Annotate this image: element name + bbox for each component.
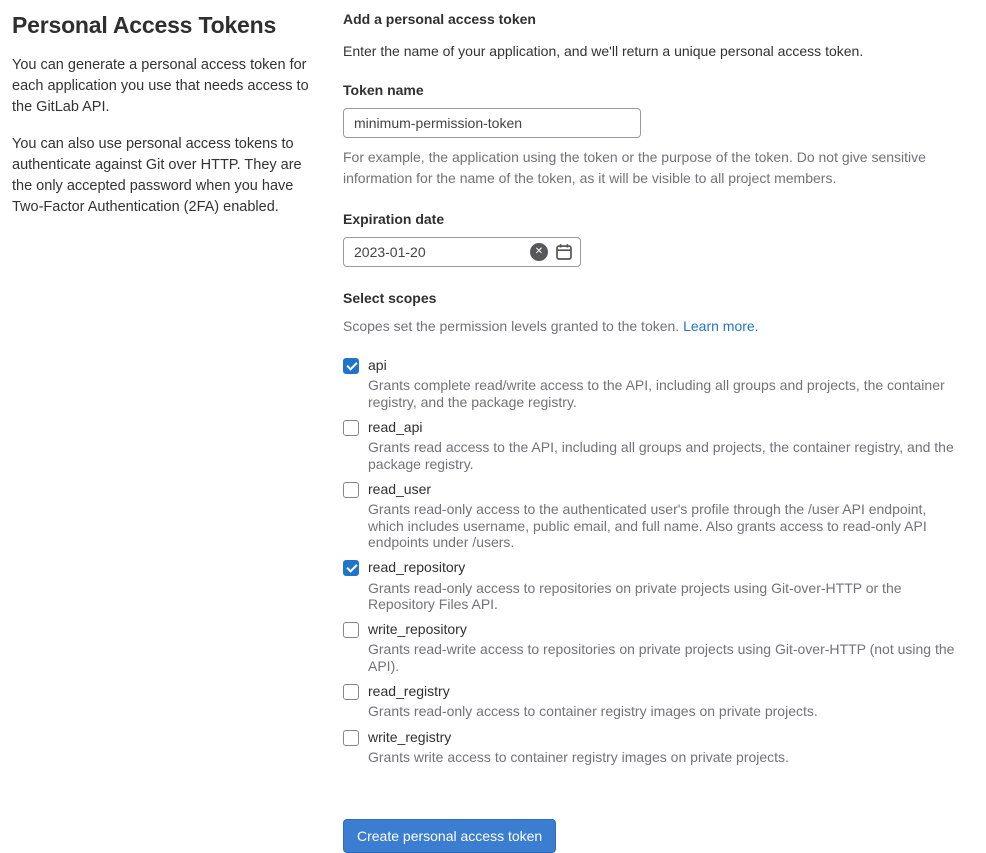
scope-description-api: Grants complete read/write access to the API, including all groups and projects, the container registry, and the package registry.	[368, 377, 945, 410]
scope-description-read-registry: Grants read-only access to container registry images on private projects.	[368, 703, 818, 720]
scope-label-read-repository[interactable]: read_repository	[368, 559, 466, 576]
scope-description-read-user: Grants read-only access to the authenticated user's profile through the /user API endpoint, which includes username, public email, and full name. Also grants access to read-only API endpoints under /users.	[368, 501, 927, 550]
scope-label-read-registry[interactable]: read_registry	[368, 683, 450, 700]
scope-description-write-registry: Grants write access to container registry images on private projects.	[368, 748, 789, 765]
form-subtitle: Enter the name of your application, and we'll return a unique personal access token.	[343, 43, 864, 59]
scope-checkbox-write-repository[interactable]	[343, 622, 359, 638]
scope-row-api	[343, 356, 965, 410]
scopes-section	[343, 290, 965, 765]
scope-checkbox-write-registry[interactable]	[343, 730, 359, 746]
scope-row-read-user	[343, 480, 965, 550]
token-form	[343, 10, 965, 853]
description-column	[12, 10, 315, 853]
create-token-button[interactable]: Create personal access token	[343, 819, 556, 853]
token-name-input[interactable]	[343, 108, 641, 138]
clear-date-icon[interactable]: ✕	[530, 243, 548, 261]
scope-checkbox-api[interactable]	[343, 358, 359, 374]
scope-label-api[interactable]: api	[368, 357, 387, 374]
scope-checkbox-read-registry[interactable]	[343, 684, 359, 700]
scopes-hint	[343, 316, 965, 337]
scope-checkbox-read-api[interactable]	[343, 420, 359, 436]
description-paragraph-2: You can also use personal access tokens to authenticate against Git over HTTP. They are the only accepted password when you have Two-Factor Authentication (2FA) enabled.	[12, 136, 302, 216]
expiration-section	[343, 211, 965, 267]
scope-label-write-registry[interactable]: write_registry	[368, 728, 452, 745]
scope-row-read-repository	[343, 558, 965, 612]
scope-row-read-registry	[343, 682, 965, 720]
token-name-section	[343, 82, 965, 188]
calendar-icon[interactable]	[555, 243, 573, 261]
expiration-date-field	[343, 237, 581, 267]
scope-row-read-api	[343, 418, 965, 472]
scope-checkbox-read-repository[interactable]	[343, 560, 359, 576]
form-title: Add a personal access token	[343, 11, 536, 27]
scope-description-read-api: Grants read access to the API, including all groups and projects, the container registry, and the package registry.	[368, 439, 954, 472]
scope-checkbox-read-user[interactable]	[343, 482, 359, 498]
token-name-hint: For example, the application using the token or the purpose of the token. Do not give sensitive information for the name of the token, as it will be visible to all project members.	[343, 149, 926, 186]
scope-row-write-repository	[343, 620, 965, 674]
scope-description-read-repository: Grants read-only access to repositories on private projects using Git-over-HTTP or the Repository Files API.	[368, 579, 902, 612]
token-name-label: Token name	[343, 82, 424, 98]
description-paragraph-1: You can generate a personal access token for each application you use that needs access to the GitLab API.	[12, 57, 309, 116]
select-scopes-label: Select scopes	[343, 290, 437, 307]
scope-label-write-repository[interactable]: write_repository	[368, 621, 467, 638]
scope-row-write-registry	[343, 728, 965, 766]
scope-description-write-repository: Grants read-write access to repositories on private projects using Git-over-HTTP (not using the API).	[368, 641, 955, 674]
scopes-hint-text: Scopes set the permission levels granted to the token.	[343, 318, 684, 335]
scope-label-read-user[interactable]: read_user	[368, 481, 432, 498]
expiration-date-label: Expiration date	[343, 211, 445, 228]
page-title: Personal Access Tokens	[12, 12, 277, 38]
learn-more-link[interactable]: Learn more.	[683, 318, 759, 335]
scope-label-read-api[interactable]: read_api	[368, 419, 423, 436]
